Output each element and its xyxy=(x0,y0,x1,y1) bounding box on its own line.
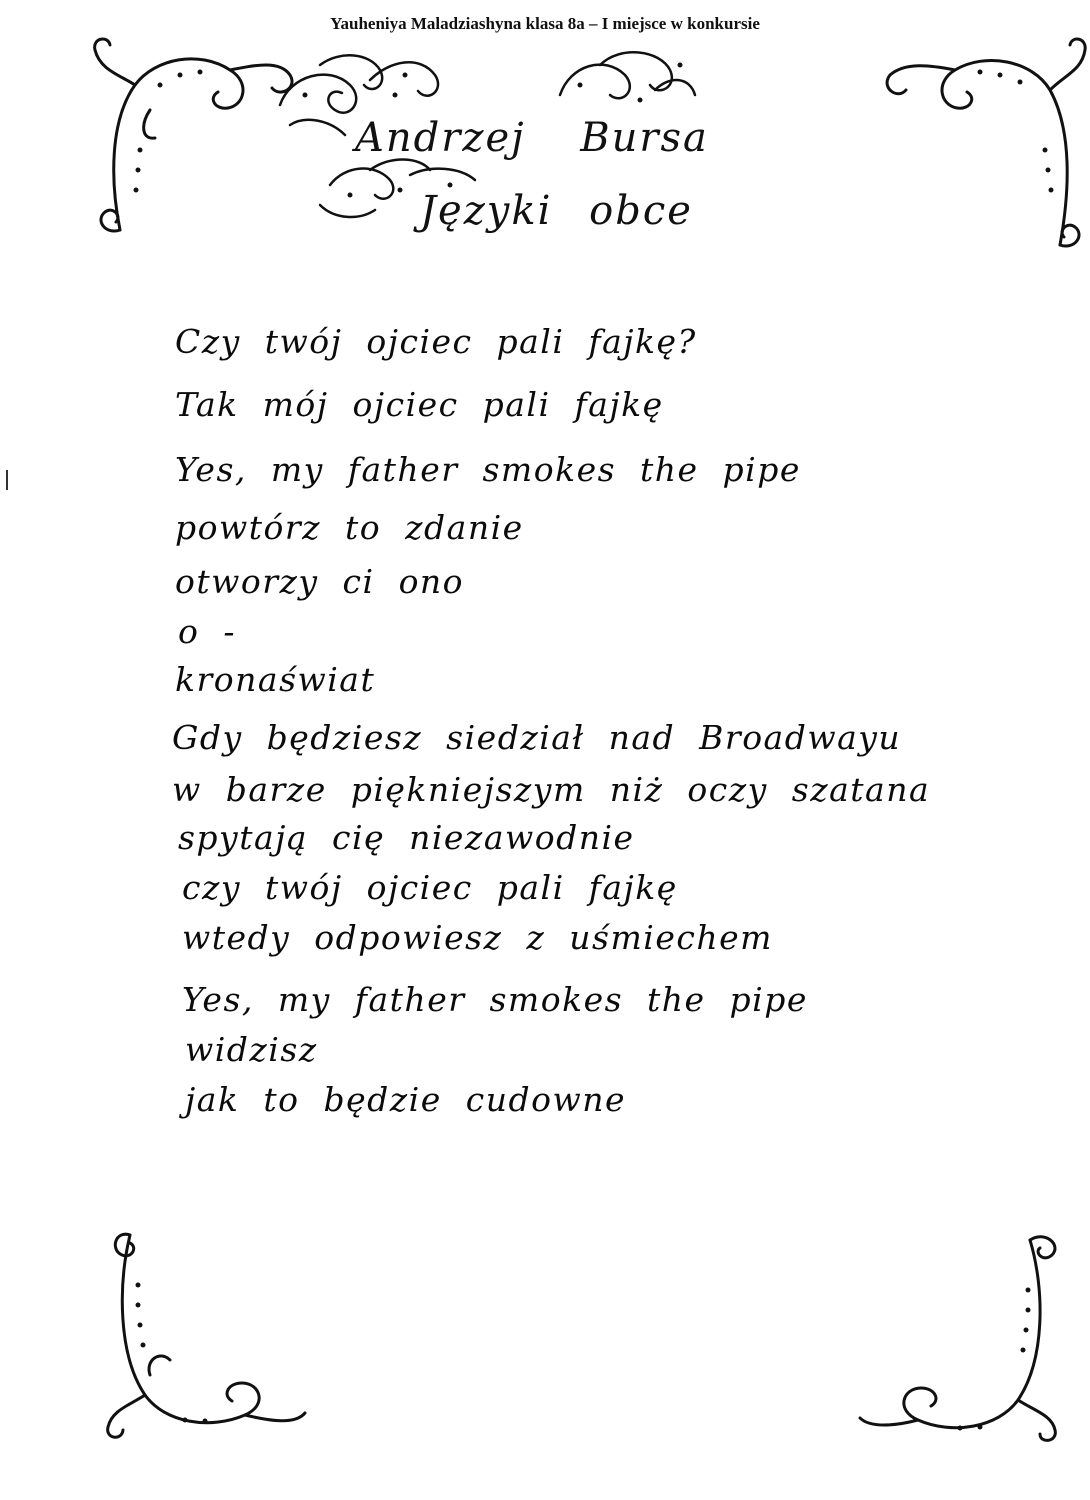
poem-line: wtedy odpowiesz z uśmiechem xyxy=(182,918,773,957)
poem-line: Czy twój ojciec pali fajkę? xyxy=(175,322,697,361)
poem-line: widzisz xyxy=(185,1030,318,1069)
poem-author: Andrzej Bursa xyxy=(355,115,709,161)
poem-line: Gdy będziesz siedział nad Broadwayu xyxy=(172,718,902,757)
poem-line: otworzy ci ono xyxy=(175,562,465,601)
poem-line: Yes, my father smokes the pipe xyxy=(175,450,801,489)
poem-line: spytają cię niezawodnie xyxy=(178,818,635,857)
page-caption: Yauheniya Maladziashyna klasa 8a – I miejsce w konkursie xyxy=(330,14,760,33)
poem-line: kronaświat xyxy=(175,660,376,699)
poem-line: Tak mój ojciec pali fajkę xyxy=(175,385,664,424)
poem-line: w barze piękniejszym niż oczy szatana xyxy=(172,770,931,809)
poem-line: jak to będzie cudowne xyxy=(185,1080,627,1119)
poem-line: Yes, my father smokes the pipe xyxy=(182,980,808,1019)
poem-line: czy twój ojciec pali fajkę xyxy=(182,868,678,907)
poem-title: Języki obce xyxy=(420,188,693,234)
poem-line: powtórz to zdanie xyxy=(175,508,524,547)
poem-line: o - xyxy=(178,612,237,651)
